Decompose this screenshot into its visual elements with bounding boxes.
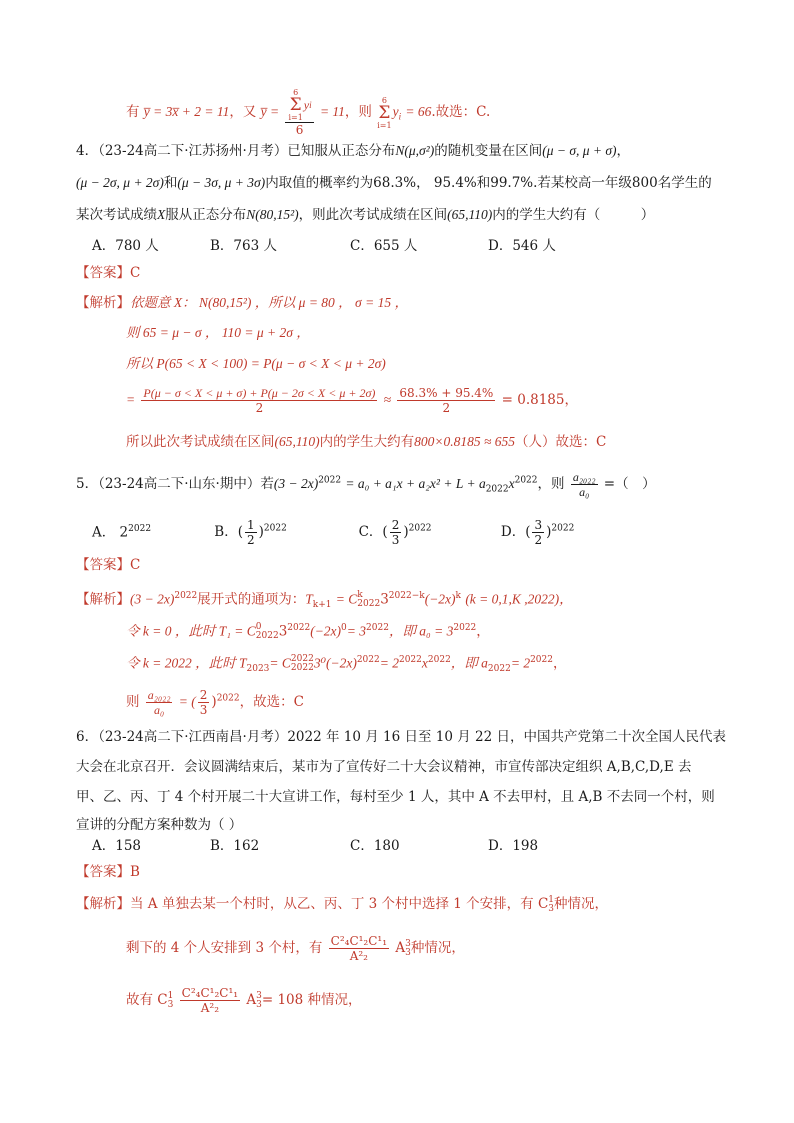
q5-opt-b-den: 2: [246, 533, 255, 547]
q5-analysis-3: [126, 650, 566, 679]
q6-l4: 宣讲的分配方案种数为（ ）: [76, 817, 243, 833]
q6-a2-num: C²₄C¹₂C¹₁: [330, 934, 388, 948]
q3-den: 6: [295, 123, 304, 137]
q5-a3f: ，即 a: [450, 655, 488, 671]
q4-stem-line-2: [76, 173, 712, 193]
q3-eq1: y̅ = 3x̅ + 2 = 11: [143, 104, 230, 119]
q5-a1b: 展开式的通项为：: [197, 591, 306, 608]
q4-a5a: 所以此次考试成绩在区间: [126, 434, 275, 450]
q3-tail-line: [126, 88, 490, 137]
q4-comma: ，: [616, 143, 631, 159]
q4-a5-int: (65,110): [274, 434, 320, 449]
q5-a2e-exp: 2022: [453, 623, 477, 633]
q6-option-c[interactable]: C．180: [350, 838, 400, 854]
q3-sum2-sub: i: [398, 111, 402, 122]
q6-a1-sup: 1: [548, 894, 555, 905]
q5-answer: [76, 555, 140, 575]
q5-stem-b: = a₀ + a₁x + a₂x² + L + a: [345, 476, 486, 491]
q4-analysis-tag: 【解析】: [76, 295, 130, 311]
q5-a1f-exp: k: [455, 591, 462, 601]
q5-opt-b-text: B．(: [214, 524, 243, 540]
q4-a5-calc: 800×0.8185 ≈ 655: [414, 434, 516, 449]
q3-eq-tail: = 11: [319, 104, 345, 119]
q4-stem-l3d: 内的学生大约有（ ）: [492, 207, 655, 223]
q5-a1d-sup: k: [357, 590, 363, 600]
q5-a1c-sub: k+1: [312, 600, 332, 611]
q3-result: = 66: [405, 104, 432, 119]
q4-analysis-3: [126, 354, 386, 374]
q5-a2b-exp: 2022: [287, 623, 311, 633]
q5-option-b[interactable]: B．( $\frac{1}{2}$ )$^{2022}$: [214, 518, 287, 547]
q4-analysis-2: [126, 323, 310, 343]
q4-a5c: （人）故选：C: [515, 434, 607, 450]
q5-a4d: ，故选：C: [239, 694, 304, 710]
q5-a3b-sub: 2022: [290, 663, 314, 673]
q5-stem-e: =（ ）: [603, 476, 656, 492]
q5-a3h: ，: [552, 655, 567, 672]
q5-a3b-sup: 2022: [290, 654, 314, 664]
q5-a2f: ，: [476, 623, 490, 640]
q4-answer-tag: 【答案】: [76, 265, 130, 281]
q5-a2e: ，即 a₀ = 3: [388, 623, 454, 639]
q5-a4-d2: 3: [199, 703, 208, 717]
q3-sum2-var: y: [392, 104, 399, 119]
q3-fraction: [285, 88, 313, 137]
q4-answer-value: C: [130, 265, 141, 281]
q3-sum2-lower: i=1: [377, 120, 392, 130]
q5-a3g: = 2: [510, 655, 531, 671]
q3-then: ，则: [344, 104, 372, 120]
q5-opt-d-num: 3: [534, 518, 543, 532]
q5-a3d-exp: 2022: [398, 655, 422, 665]
q6-answer-tag: 【答案】: [76, 864, 130, 880]
q6-a2b-sub: 3: [405, 947, 411, 958]
q3-sum-symbol-2: 6 Σ i=1: [377, 95, 392, 130]
q5-opt-d-den: 2: [534, 533, 543, 547]
q6-stem-line-2: [76, 757, 691, 777]
q6-a2b: A: [395, 940, 406, 956]
q6-a3b-sup: 3: [256, 990, 262, 1001]
q5-answer-tag: 【答案】: [76, 557, 130, 573]
q4-a2: 则 65 = μ − σ ， 110 = μ + 2σ ，: [126, 325, 310, 340]
q5-a4a: 则: [126, 694, 140, 710]
q4-a4-result: = 0.8185，: [501, 392, 578, 408]
q4-stem-l2c: 内取值的概率约为68.3%， 95.4%和99.7%.若某校高一年级800名学生的: [265, 175, 712, 191]
q5-a1e-exp: 2022−k: [388, 591, 425, 601]
q3-red-tail: .故选：C.: [431, 104, 491, 120]
q5-option-d[interactable]: D．( $\frac{3}{2}$ )$^{2022}$: [500, 518, 575, 547]
q3-ybar: y̅ =: [260, 104, 280, 119]
q6-l3: 甲、乙、丙、丁 4 个村开展二十大宣讲工作，每村至少 1 人，其中 A 不去甲村，且 A,B 不去同一个村，则: [76, 789, 715, 805]
q4-a4-num: P(μ − σ < X < μ + σ) + P(μ − 2σ < X < μ + 2σ): [143, 386, 376, 400]
q6-a3-num: C²₄C¹₂C¹₁: [181, 986, 239, 1000]
q5-stem-c: x: [508, 476, 515, 491]
q3-sum-lower: i=1: [288, 113, 303, 122]
q6-stem-line-1: [76, 727, 726, 747]
q5-a1d: = C: [335, 591, 358, 607]
q5-a2-sub: 2022: [255, 631, 279, 641]
q5-option-a[interactable]: [92, 519, 210, 543]
q4-int3: (μ − 3σ, μ + 3σ): [177, 175, 266, 190]
q6-stem-line-3: [76, 787, 715, 807]
q6-stem-line-4: [76, 815, 242, 835]
q6-options: [92, 836, 538, 856]
q6-a3a-sub: 3: [167, 999, 174, 1010]
q4-analysis-1: [76, 293, 408, 313]
q4-a4-fraction: [141, 386, 377, 415]
q5-a2-sup: 0: [255, 622, 262, 632]
q5-opt-d-text: D．(: [500, 524, 531, 540]
q5-a2c: (−2x): [310, 623, 342, 639]
q4-a4-den: 2: [255, 401, 264, 415]
q5-stem-sub: 2022: [485, 484, 509, 495]
q4-option-c[interactable]: C．655 人: [350, 238, 418, 254]
q4-dist2: N(80,15²): [246, 207, 299, 222]
q5-option-c[interactable]: C．( $\frac{2}{3}$ )$^{2022}$: [358, 518, 432, 547]
q5-a1a: (3 − 2x): [130, 591, 175, 607]
q5-stem-a: 5．（23-24高二下·山东·期中）若: [76, 476, 274, 492]
q6-l1: 6．（23-24高二下·江西南昌·月考）2022 年 10 月 16 日至 10 月 22 日，中国共产党第二十次全国人民代表: [76, 729, 727, 745]
q5-a2d: = 3: [346, 623, 367, 639]
q6-a1: 当 A 单独去某一个村时，从乙、丙、丁 3 个村中选择 1 个安排，有 C: [130, 896, 549, 912]
q5-stem-exp: 2022: [318, 475, 342, 486]
q6-a1-sub: 3: [548, 903, 555, 914]
q6-answer-value: B: [130, 864, 140, 880]
q4-a1: 依题意 X： N(80,15²) ，所以 μ = 80 ， σ = 15 ，: [130, 295, 408, 310]
q6-a3a: 故有 C: [126, 992, 168, 1008]
q5-stem-fraction: [571, 470, 598, 499]
q4-int2: (μ − 2σ, μ + 2σ): [76, 175, 164, 190]
q6-a2a: 剩下的 4 个人安排到 3 个村，有: [126, 940, 323, 956]
q5-opt-c-text: C．(: [358, 524, 388, 540]
q4-int4: (65,110): [447, 207, 493, 222]
q4-analysis-5: [126, 432, 606, 452]
q4-a5b: 内的学生大约有: [319, 434, 415, 450]
q6-a3-den: A²₂: [200, 1001, 220, 1015]
q6-analysis-2: [126, 934, 465, 963]
q6-analysis-tag: 【解析】: [76, 896, 130, 912]
q3-mid: ，又: [229, 104, 257, 120]
q4-stem-l3: 某次考试成绩: [76, 207, 157, 223]
q4-a4-num2: 68.3% + 95.4%: [399, 386, 494, 400]
q6-analysis-3: [126, 986, 362, 1015]
q4-option-b[interactable]: B．763 人: [210, 238, 277, 254]
q5-analysis-tag: 【解析】: [76, 591, 130, 608]
q6-answer: [76, 862, 140, 882]
q6-a3a-sup: 1: [167, 990, 174, 1001]
q5-analysis-4: [126, 688, 304, 717]
q4-dist: N(μ,σ²): [395, 143, 435, 158]
q5-stem-c-exp: 2022: [514, 475, 538, 486]
q5-a1c: T: [305, 591, 313, 607]
q5-opt-c-num: 2: [391, 518, 400, 532]
q5-options: [92, 518, 574, 547]
q6-a2b-sup: 3: [405, 938, 411, 949]
q5-a3a: 令 k = 2022 ，此时 T: [126, 655, 247, 671]
q4-int1: (μ − σ, μ + σ): [542, 143, 617, 158]
q5-a2a: 令 k = 0 ，此时 T₁ = C: [126, 623, 256, 639]
q5-a4-den: a₀: [154, 703, 165, 717]
q4-a4-den2: 2: [442, 401, 451, 415]
q5-a1g: (k = 0,1,K ,2022)，: [465, 591, 573, 607]
q4-option-d[interactable]: D．546 人: [488, 238, 556, 254]
q6-a2-den: A²₂: [349, 949, 368, 963]
q5-a4-fraction: [146, 688, 173, 717]
q5-stem: [76, 470, 656, 500]
q5-a4c: ): [211, 694, 217, 710]
q4-answer: [76, 263, 140, 283]
q6-option-b[interactable]: B．162: [210, 838, 260, 854]
q5-stem-d: ，则: [537, 476, 565, 492]
q4-analysis-4: = $\frac{P(\mu - \sigma < X < \mu + \sigma) + P(\mu - 2\sigma < X < \mu + 2\sigma)}{2}$ ≈ $\frac{68.3\% + 95.4\%}{2}$ = 0.8185，: [126, 386, 578, 415]
q5-a3d: = 2: [379, 655, 399, 671]
q3-sum-var: y: [303, 98, 310, 112]
q4-stem-line-3: [76, 205, 654, 225]
q6-analysis-1: [76, 894, 608, 914]
q4-and: 和: [163, 175, 178, 191]
q4-options: [92, 236, 556, 256]
q6-a3-fraction: [180, 986, 240, 1015]
q5-a2c-exp: 0: [341, 623, 347, 633]
q6-a3c: = 108 种情况，: [261, 992, 362, 1008]
q3-sum-symbol: 6 Σ i=1: [288, 88, 303, 122]
q5-a3c-exp: 2022: [356, 655, 380, 665]
q5-a1e: 3: [380, 591, 389, 608]
q4-stem-line-1: [76, 141, 630, 161]
q6-option-d[interactable]: D．198: [488, 838, 539, 854]
q5-a1f: (−2x): [424, 591, 456, 607]
q4-stem-l3c: ，则此次考试成绩在区间: [298, 207, 448, 223]
q5-a3e-exp: 2022: [427, 655, 451, 665]
q5-frac-num: a₂₀₂₂: [572, 470, 596, 484]
q5-opt-a-exp: 2022: [128, 523, 152, 534]
q6-option-a[interactable]: A．158: [92, 838, 142, 854]
q5-a2d-exp: 2022: [366, 623, 389, 633]
q3-sum2-upper: 6: [381, 95, 387, 105]
q3-sum-sub: i: [309, 100, 312, 110]
q5-opt-b-exp: 2022: [263, 523, 287, 534]
q5-a4c-exp: 2022: [216, 693, 240, 704]
q4-stem-l1a: 4．（23-24高二下·江苏扬州·月考）已知服从正态分布: [76, 143, 396, 159]
q5-opt-c-exp: 2022: [408, 523, 432, 534]
q5-opt-b-num: 1: [246, 518, 255, 532]
q5-analysis-2: [126, 618, 490, 642]
q6-a1b: 种情况，: [554, 896, 609, 912]
q5-a2b: 3: [278, 623, 288, 640]
q6-l2: 大会在北京召开．会议圆满结束后，某市为了宣传好二十大会议精神，市宣传部决定组织 A,B,C,D,E 去: [76, 759, 692, 775]
q6-a3b-sub: 3: [256, 999, 262, 1010]
q4-stem-l3b: 服从正态分布: [165, 207, 247, 223]
q4-option-a[interactable]: A．780 人: [92, 238, 159, 254]
q5-a3c: 3⁰(−2x): [313, 655, 357, 671]
q5-a4b: = (: [178, 694, 196, 709]
q5-answer-value: C: [130, 557, 141, 573]
q4-a3: 所以 P(65 < X < 100) = P(μ − σ < X < μ + 2σ): [126, 356, 386, 371]
q6-a2-fraction: [329, 934, 389, 963]
q4-a4-fraction-2: [397, 386, 495, 415]
q5-opt-a-text: A． 2: [92, 524, 129, 540]
q5-a3b: = C: [269, 655, 291, 671]
q4-x: X: [157, 207, 166, 222]
q4-stem-l1b: 的随机变量在区间: [434, 143, 543, 159]
q5-opt-d-exp: 2022: [551, 523, 575, 534]
q6-a2c: 种情况，: [410, 940, 465, 956]
q5-a3g-exp: 2022: [530, 655, 553, 665]
q5-a3a-sub: 2023: [246, 664, 270, 675]
q5-a3f-sub: 2022: [487, 664, 511, 675]
q5-a1d-sub: 2022: [357, 599, 381, 609]
q5-a3e: x: [421, 655, 428, 671]
q5-analysis-1: [76, 586, 573, 615]
q3-prefix: 有: [126, 104, 140, 120]
q5-stem-expr: (3 − 2x): [273, 476, 319, 491]
q6-a3b: A: [246, 992, 257, 1008]
q5-a1-exp: 2022: [174, 591, 198, 601]
q5-opt-c-den: 3: [391, 533, 400, 547]
q5-frac-den: a₀: [579, 485, 590, 499]
q5-a4-num: a₂₀₂₂: [147, 688, 171, 702]
q3-sum-upper: 6: [293, 88, 299, 97]
q5-a4-n2: 2: [199, 688, 208, 702]
q4-a4-approx: ≈: [383, 392, 392, 407]
